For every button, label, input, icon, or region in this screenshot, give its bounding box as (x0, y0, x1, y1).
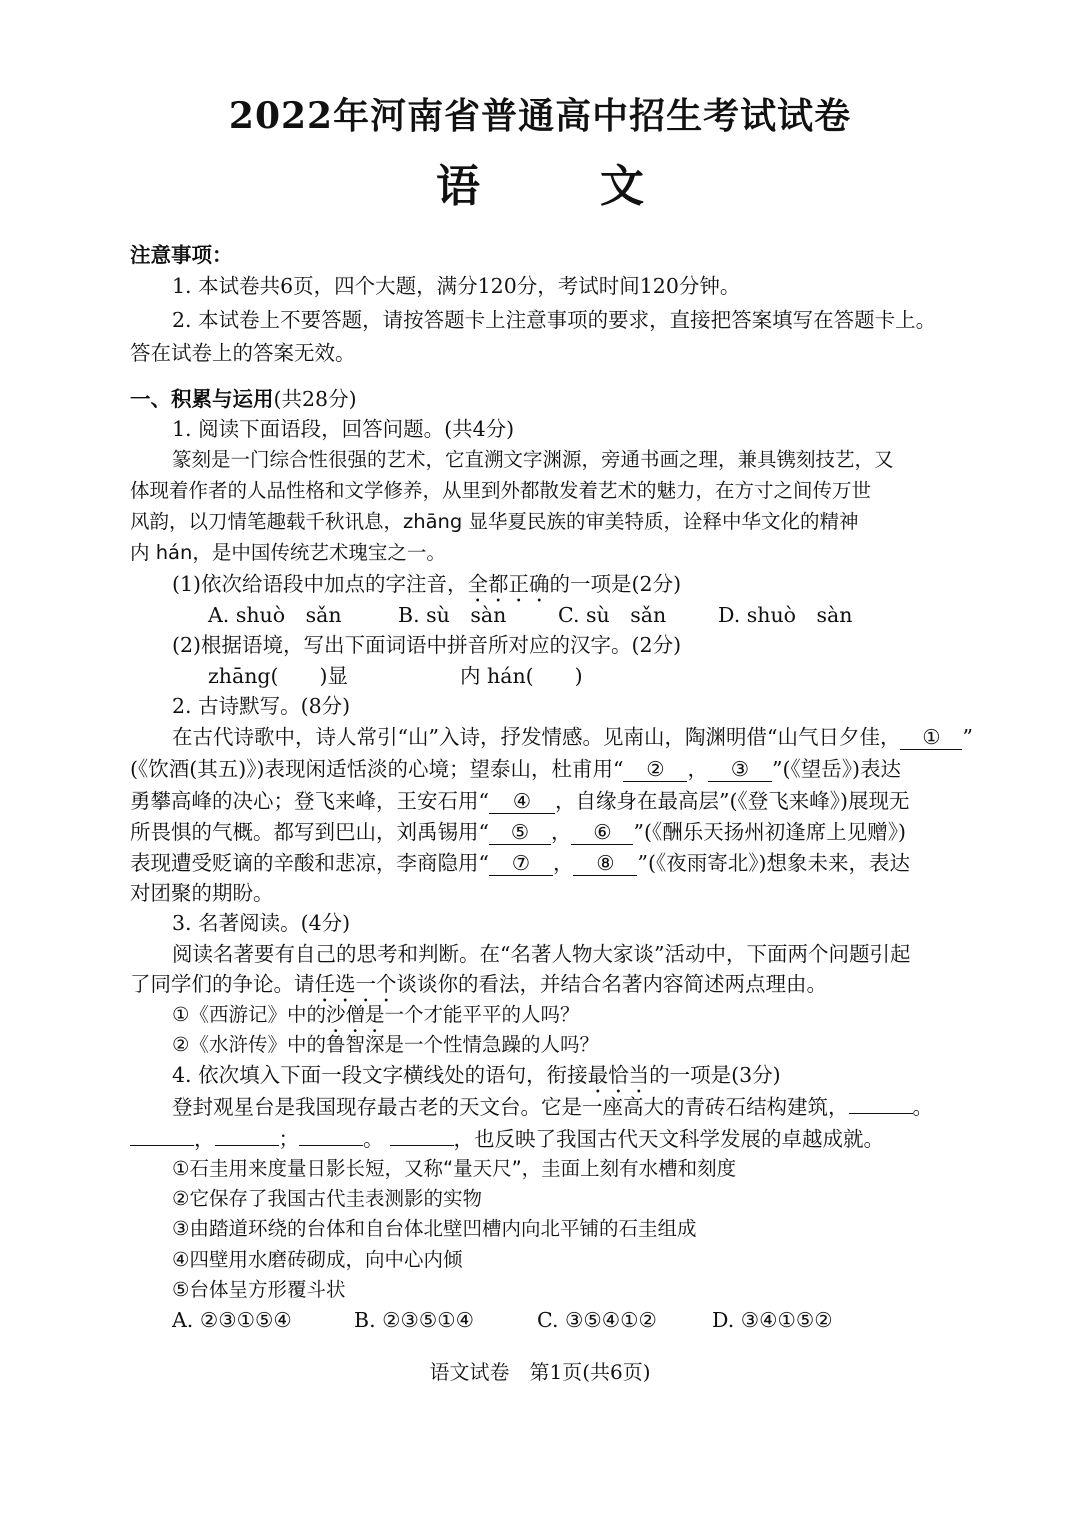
q2-line-6: 对团聚的期盼。 (130, 881, 274, 905)
q1-passage-line-1: 篆刻是一门综合性很强的艺术，它直溯文字渊源，旁通书画之理，兼具镌刻技艺，又 (172, 448, 894, 471)
q1-sub-1-emphasis: 全都正确 (467, 572, 550, 596)
q3-item-1-pre: ①《西游记》中的 (172, 1003, 326, 1026)
q1-sub-1-pre: (1)依次给语段中加点的字注音， (172, 572, 468, 596)
q2-line-1 (172, 722, 973, 752)
notice-item-2-cont: 答在试卷上的答案无效。 (130, 341, 356, 365)
q1-option-a: A. shuò sǎn (208, 603, 342, 627)
section-heading (130, 384, 357, 414)
q4-sentence-4: ④四壁用水磨砖砌成，向中心内倾 (172, 1248, 463, 1271)
q2-line-5-pre: 表现遭受贬谪的辛酸和悲凉，李商隐用“ (130, 851, 489, 875)
q4-sep-1: ， (194, 1127, 215, 1151)
q4-blank-4 (299, 1145, 363, 1146)
q2-line-3-pre: 勇攀高峰的决心；登飞来峰，王安石用“ (130, 789, 489, 813)
q4-stem-pre: 4. 依次填入下面一段文字横线处的语句，衔接 (172, 1063, 588, 1087)
q2-line-5-post: ”(《夜雨寄北》)想象未来，表达 (637, 851, 910, 875)
notice-heading: 注意事项： (130, 243, 233, 267)
q4-option-b: B. ②③⑤①④ (354, 1308, 474, 1332)
q4-line-2-post: ，也反映了我国古代天文科学发展的卓越成就。 (453, 1127, 884, 1151)
q4-blank-5 (390, 1145, 454, 1146)
blank-4: ④ (489, 789, 555, 814)
q4-sep-3: 。 (363, 1127, 384, 1151)
section-score: (共28分) (273, 387, 357, 411)
q3-item-1-post: 一个才能平平的人吗？ (384, 1003, 580, 1026)
q2-line-4-mid: ， (550, 820, 572, 844)
notice-item-1: 1. 本试卷共6页，四个大题，满分120分，考试时间120分钟。 (172, 274, 741, 298)
blank-8: ⑧ (573, 851, 637, 876)
q4-line-2 (130, 1124, 884, 1154)
subject-char-2: 文 (600, 161, 644, 212)
q1-option-b: B. sù sàn (398, 603, 507, 627)
q4-option-c: C. ③⑤④①② (537, 1308, 657, 1332)
q1-option-d: D. shuò sàn (718, 603, 853, 627)
exam-title: 2022年河南省普通高中招生考试试卷 (228, 95, 852, 137)
q2-line-4-pre: 所畏惧的气概。都写到巴山，刘禹锡用“ (130, 820, 489, 844)
q1-passage-line-3: 风韵，以刀情笔趣载千秋讯息，zhāng 显华夏民族的审美特质，诠释中华文化的精神 (130, 510, 859, 533)
subject-title (0, 150, 1080, 214)
q2-line-5-mid: ， (552, 851, 574, 875)
section-title: 一、积累与运用 (130, 387, 274, 411)
q2-line-5 (130, 848, 910, 878)
notice-item-2: 2. 本试卷上不要答题，请按答题卡上注意事项的要求，直接把答案填写在答题卡上。 (172, 308, 937, 332)
q4-stem-post: 的一项是(3分) (649, 1063, 781, 1087)
q4-line-1 (172, 1092, 933, 1122)
q1-passage-line-2: 体现着作者的人品性格和文学修养，从里到外都散发着艺术的魅力，在方寸之间传万世 (130, 479, 872, 502)
q1-option-c: C. sù sǎn (558, 603, 667, 627)
q2-line-2-pre: (《饮酒(其五)》)表现闲适恬淡的心境；望泰山，杜甫用“ (130, 757, 624, 781)
blank-1: ① (900, 725, 962, 750)
q3-line-2-pre: 了同学们的争论。请 (130, 972, 315, 996)
q4-sentence-1: ①石圭用来度量日影长短，又称“量天尺”，圭面上刻有水槽和刻度 (172, 1157, 737, 1180)
blank-2: ② (623, 757, 687, 782)
q3-item-2: ②《水浒传》中的鲁智深是一个性情急躁的人吗？ (172, 1033, 599, 1056)
q1-sub-2: (2)根据语境，写出下面词语中拼音所对应的汉字。(2分) (172, 633, 682, 657)
q3-line-2-post: 谈谈你的看法，并结合名著内容简述两点理由。 (396, 972, 827, 996)
q2-line-3 (130, 786, 909, 816)
q3-item-1-emphasis: 沙僧是 (325, 1003, 385, 1026)
q2-stem: 2. 古诗默写。(8分) (172, 694, 351, 718)
q3-stem: 3. 名著阅读。(4分) (172, 911, 351, 935)
blank-5: ⑤ (489, 820, 551, 845)
q1-passage-line-4: 内 hán，是中国传统艺术瑰宝之一。 (130, 541, 446, 564)
q4-sentence-5: ⑤台体呈方形覆斗状 (172, 1278, 346, 1301)
q3-line-2-emphasis: 任选一个 (314, 972, 397, 996)
q2-line-3-post: ，自缘身在最高层”(《登飞来峰》)展现无 (554, 789, 910, 813)
q4-blank-3 (215, 1145, 279, 1146)
q2-line-4-post: ”(《酬乐天扬州初逢席上见赠》) (633, 820, 906, 844)
q4-blank-2 (130, 1145, 194, 1146)
q1-fill-1: zhāng( )显 (208, 664, 349, 688)
page-footer: 语文试卷 第1页(共6页) (429, 1360, 651, 1384)
q4-sentence-2: ②它保存了我国古代圭表测影的实物 (172, 1187, 482, 1210)
q4-line-1-text: 登封观星台是我国现存最古老的天文台。它是一座高大的青砖石结构建筑， (172, 1095, 849, 1119)
q2-line-1-text: 在古代诗歌中，诗人常引“山”入诗，抒发情感。见南山，陶渊明借“山气日夕佳， (172, 725, 901, 749)
q4-sentence-3: ③由踏道环绕的台体和自台体北壁凹槽内向北平铺的石圭组成 (172, 1217, 697, 1240)
q4-line-1-end: 。 (912, 1095, 933, 1119)
q1-stem: 1. 阅读下面语段，回答问题。(共4分) (172, 417, 515, 441)
q2-line-1-end: ” (962, 725, 973, 749)
q4-blank-1 (849, 1113, 913, 1114)
q2-line-2 (130, 754, 901, 784)
blank-3: ③ (708, 757, 772, 782)
q2-line-2-mid: ， (687, 757, 708, 781)
blank-6: ⑥ (571, 820, 633, 845)
q1-fill-2: 内 hán( ) (460, 664, 583, 688)
q4-sep-2: ； (278, 1127, 299, 1151)
q4-option-d: D. ③④①⑤② (712, 1308, 833, 1332)
q4-option-a: A. ②③①⑤④ (172, 1308, 292, 1332)
q4-stem-emphasis: 最恰当 (587, 1063, 650, 1087)
blank-7: ⑦ (489, 851, 553, 876)
q2-line-4 (130, 817, 906, 847)
q3-line-1: 阅读名著要有自己的思考和判断。在“名著人物大家谈”活动中，下面两个问题引起 (172, 942, 911, 966)
q2-line-2-post: ”(《望岳》)表达 (771, 757, 901, 781)
subject-char-1: 语 (436, 161, 480, 212)
q1-sub-1-post: 的一项是(2分) (549, 572, 682, 596)
